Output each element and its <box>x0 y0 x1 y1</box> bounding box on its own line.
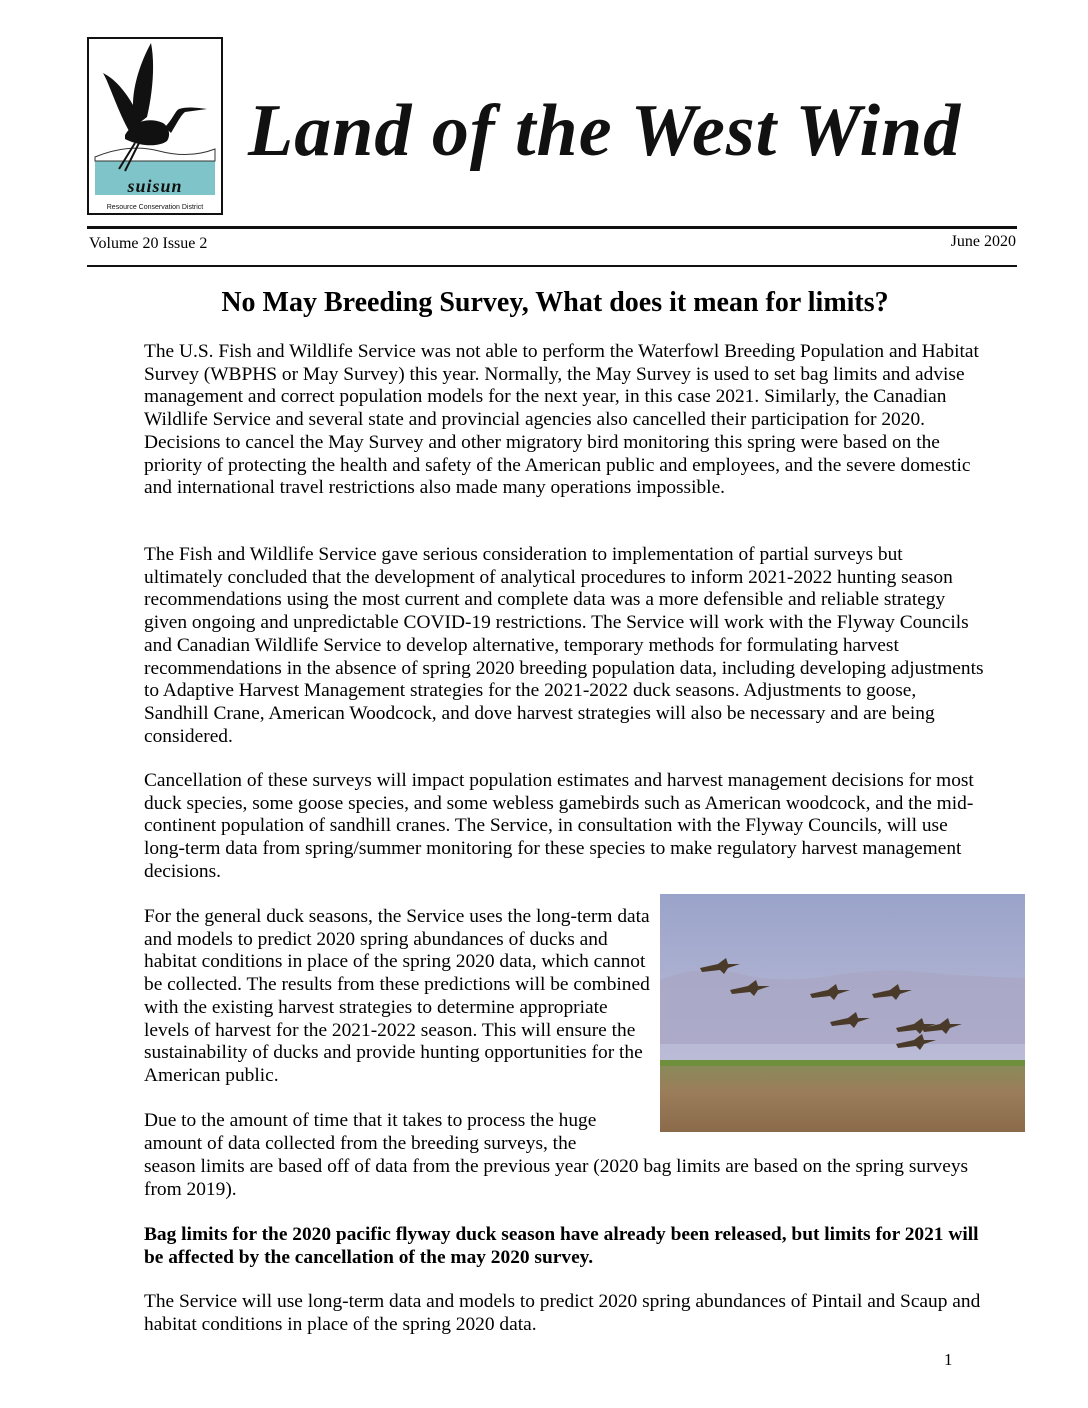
article-paragraph: Due to the amount of time that it takes to process the huge amount of data collected from the breeding surveys, the <box>144 1110 597 1154</box>
article-paragraph: season limits are based off of data from the previous year (2020 bag limits are based on the spring surveys from 2019). <box>144 1156 969 1200</box>
article-paragraph-bold: Bag limits for the 2020 pacific flyway duck season have already been released, but limits for 2021 will be affected by the cancellation of the may 2020 survey. <box>144 1224 979 1268</box>
article-headline: No May Breeding Survey, What does it mean for limits? <box>221 287 889 318</box>
masthead-rule-bottom <box>87 265 1017 267</box>
logo-wordmark: suisun <box>127 176 183 196</box>
logo-caption: Resource Conservation District <box>106 204 204 211</box>
masthead-title: Land of the West Wind <box>248 90 962 172</box>
flying-ducks-photo <box>660 894 1025 1132</box>
article-paragraph: Cancellation of these surveys will impact population estimates and harvest management decisions for most duck species, some goose species, and some webless gamebirds such as American woodcock, and the mid-continent population of sandhill cranes. The Service, in consultation with the Flyway Councils, will use long-term data from spring/summer monitoring for these species to make regulatory harvest management decisions. <box>144 770 974 882</box>
logo <box>87 37 223 215</box>
issue-date: June 2020 <box>950 233 1016 250</box>
volume-issue: Volume 20 Issue 2 <box>89 235 208 252</box>
masthead-rule-top <box>87 226 1017 229</box>
page-number: 1 <box>944 1350 953 1369</box>
article-paragraph: The Fish and Wildlife Service gave serious consideration to implementation of partial surveys but ultimately concluded that the development of analytical procedures to inform 2021-2022 hunting season recommendations using the most current and complete data was a more defensible and reliable strategy given ongoing and unpredictable COVID-19 restrictions. The Service will work with the Flyway Councils and Canadian Wildlife Service to develop alternative, temporary methods for formulating harvest recommendations in the absence of spring 2020 breeding population data, including developing adjustments to Adaptive Harvest Management strategies for the 2021-2022 duck seasons. Adjustments to goose, Sandhill Crane, American Woodcock, and dove harvest strategies will also be necessary and are being considered. <box>144 544 984 747</box>
article-paragraph: The U.S. Fish and Wildlife Service was not able to perform the Waterfowl Breeding Population and Habitat Survey (WBPHS or May Survey) this year. Normally, the May Survey is used to set bag limits and advise management and correct population models for the next year, in this case 2021. Similarly, the Canadian Wildlife Service and several state and provincial agencies also cancelled their participation for 2020. Decisions to cancel the May Survey and other migratory bird monitoring this spring were based on the priority of protecting the health and safety of the American public and employees, and the severe domestic and international travel restrictions also made many operations impossible. <box>144 341 979 499</box>
article-paragraph: For the general duck seasons, the Service uses the long-term data and models to predict 2020 spring abundances of ducks and habitat conditions in place of the spring 2020 data, which cannot be collected. The results from these predictions will be combined with the existing harvest strategies to determine appropriate levels of harvest for the 2021-2022 season. This will ensure the sustainability of ducks and provide hunting opportunities for the American public. <box>144 906 650 1086</box>
article-paragraph: The Service will use long-term data and models to predict 2020 spring abundances of Pintail and Scaup and habitat conditions in place of the spring 2020 data. <box>144 1291 981 1335</box>
